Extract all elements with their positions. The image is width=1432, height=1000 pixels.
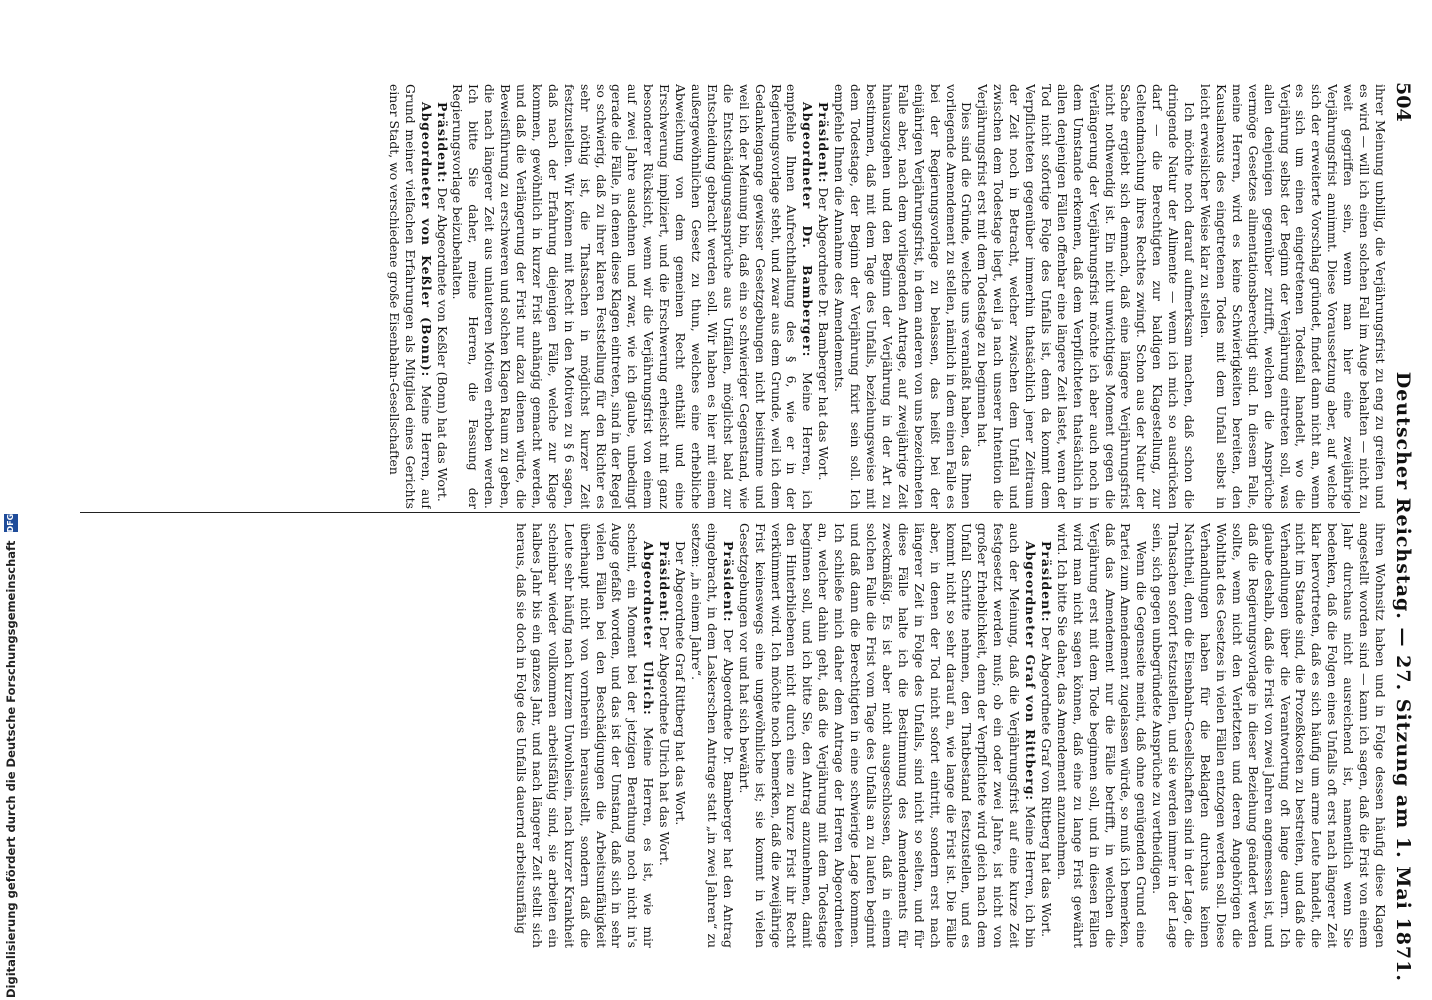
speaker-label: Abgeordneter Ulrich: xyxy=(641,541,657,716)
speaker-label: Präsident: xyxy=(720,541,736,623)
speaker-label: Präsident: xyxy=(816,102,832,184)
speaker-label: Präsident: xyxy=(1038,541,1054,623)
paragraph: Präsident: Der Abgeordnete Dr. Bamberger hat das Wort. xyxy=(816,102,832,481)
page-header xyxy=(1388,82,1418,982)
paragraph: Ich möchte noch darauf aufmerksam machen, daß schon die dringende Natur der Alimente — wenn ich mich so ausdrücken darf — die Berechtigten zur baldigen Klagestellung, zur Geltendmachung ihres Rechtes zwingt. Schon aus der Natur der Sache ergiebt sich demnach, daß eine längere Verjährungsfrist nicht nothwendig ist. Ein nicht unwichtiges Moment gegen die Verlängerung der Verjährungsfrist möchte ich aber auch noch in dem Umstande erkennen, daß dem Verpflichteten thatsächlich in allen denjenigen Fällen offenbar eine längere Zeit lastet, wenn der Tod nicht sofortige Folge des Unfalls ist, denn da kommt dem Verpflichteten gegenüber immerhin thatsächlich jener Zeitraum der Zeit noch in Betracht, welcher zwischen dem Unfall und zwischen dem Todestage liegt, weil ja nach unserer Intention die Verjährungsfrist erst mit dem Todestage zu beginnen hat. xyxy=(975,84,1198,509)
paragraph: Präsident: Der Abgeordnete Dr. Bamberger hat den Antrag eingebracht, in dem Laskerschen Antrage statt „in zwei Jahren“ zu setzen: „in einem Jahre“. xyxy=(689,523,736,948)
speaker-label: Abgeordneter von Keßler (Bonn): xyxy=(418,102,434,378)
speaker-label: Präsident: xyxy=(657,541,673,623)
paragraph: Abgeordneter Graf von Rittberg: Meine Herren, ich bin auch der Meinung, daß die Verjährungsfrist auf eine kurze Zeit festgesetzt werden muß; ob ein oder zwei Jahre, ist nicht von großer Erheblichkeit, denn der Verpflichtete wird gleich nach dem Unfall Schritte nehmen, den Thatbestand festzustellen, und es kommt nicht so sehr darauf an, wie lange die Frist ist. Die Fälle aber, in denen der Tod nicht sofort eintritt, sondern erst nach längerer Zeit in Folge des Unfalls, sind nicht so selten, und für diese Fälle halte ich die Bestimmung des Amendements für zweckmäßig. Es ist aber nicht ausgeschlossen, daß in einem solchen Falle die Frist vom Tage des Unfalls an zu laufen beginnt und daß dann die Berechtigten in eine schwierige Lage kommen. Ich schließe mich daher dem Antrage der Herren Abgeordneten an, welcher dahin geht, daß die Verjährung mit dem Todestage beginnen soll, und ich bitte Sie, den Antrag anzunehmen, damit den Hinterbliebenen nicht durch eine zu kurze Frist ihr Recht verkümmert wird. Ich möchte noch bemerken, daß die zweijährige Frist keineswegs eine ungewöhnliche ist; sie kommt in vielen Gesetzgebungen vor und hat sich bewährt. xyxy=(736,523,1039,948)
text-column-left xyxy=(152,84,1388,509)
paragraph: Präsident: Der Abgeordnete Graf von Rittberg hat das Wort. xyxy=(1038,541,1054,938)
page-title: Deutscher Reichstag. — 27. Sitzung am 1. Mai 1871. xyxy=(1392,371,1414,982)
paragraph: ihrer Meinung unbillig, die Verjährungsfrist zu eng zu greifen und es wird — will ich einen solchen Fall im Auge behalten — nicht zu weit gegriffen sein, wenn man hier eine zweijährige Verjährungsfrist annimmt. Diese Voraussetzung aber, auf welche sich der erweiterte Vorschlag gründet, findet dann nicht an, wenn es sich um einen eingetretenen Todesfall handelt, wo die Verjährung selbst der Beginn der Verjährung eintreten soll, was allen denjenigen gegenüber zutrifft, welchen die Ansprüche vermöge Gesetzes alimentationsberechtigt sind. In diesem Falle, meine Herren, wird es keine Schwierigkeiten bereiten, den Kausalnexus des eingetretenen Todes mit dem Unfall selbst in leicht erweislicher Weise klar zu stellen. xyxy=(1198,84,1388,509)
paragraph: Abgeordneter von Keßler (Bonn): Meine Herren, auf Grund meiner vielfachen Erfahrungen als Mitglied eines Gerichts einer Stadt, wo verschiedene große Eisenbahn-Gesellschaften xyxy=(386,84,434,509)
page-number: 504 xyxy=(1392,82,1414,122)
paragraph: Präsident: Der Abgeordnete von Keßler (Bonn) hat das Wort. xyxy=(434,102,450,502)
speaker-label: Abgeordneter Graf von Rittberg: xyxy=(1023,541,1039,801)
paragraph: Dies sind die Gründe, welche uns veranlaßt haben, das Ihnen vorliegende Amendement zu stellen, nämlich in dem einen Falle es bei der Regierungsvorlage zu belassen, das heißt bei der einjährigen Verjährungsfrist, in dem anderen von uns bezeichneten Falle aber, nach dem vorliegenden Antrage, auf zweijährige Zeit hinauszugehen und den Beginn der Verjährung in der Art zu bestimmen, daß mit dem Tage des Unfalls, beziehungsweise mit dem Todestage, der Beginn der Verjährung fixirt sein soll. Ich empfehle Ihnen die Annahme des Amendements. xyxy=(832,84,975,509)
paragraph: ihren Wohnsitz haben und in Folge dessen häufig diese Klagen angestellt worden sind — kann ich sagen, daß die Frist von einem Jahr durchaus nicht ausreichend ist, namentlich wenn Sie bedenken, daß die Folgen eines Unfalls oft erst nach längerer Zeit klar hervortreten, daß es sich häufig um arme Leute handelt, die nicht im Stande sind, die Prozeßkosten zu bestreiten, und daß die Verhandlungen über die Verantwortung oft lange dauern. Ich glaube deshalb, daß die Frist von zwei Jahren angemessen ist, und daß die Regierungsvorlage in dieser Beziehung geändert werden sollte, wenn nicht den Verletzten und deren Angehörigen die Wohlthat des Gesetzes in vielen Fällen entzogen werden soll. Diese Verhandlungen haben für die Beklagten durchaus keinen Nachtheil, denn die Eisenbahn-Gesellschaften sind in der Lage, die Thatsachen sofort festzustellen, und sie werden immer in der Lage sein, sich gegen unbegründete Ansprüche zu vertheidigen. xyxy=(1150,523,1388,948)
paragraph: Präsident: Der Abgeordnete Ulrich hat das Wort. xyxy=(657,541,673,866)
paragraph: Wenn die Gegenseite meint, daß ohne genügenden Grund eine Partei zum Amendement zugelassen würde, so muß ich bemerken, daß das Amendement nur die Fälle betrifft, in welchen die Verjährung erst mit dem Tode beginnen soll, und in diesen Fällen wird man nicht sagen können, daß eine zu lange Frist gewährt wird. Ich bitte Sie daher, das Amendement anzunehmen. xyxy=(1054,523,1150,948)
footer-credit: Digitalisierung gefördert durch die Deutsche Forschungsgemeinschaft xyxy=(4,540,18,998)
speaker-label: Abgeordneter Dr. Bamberger: xyxy=(800,102,816,358)
paragraph: Der Abgeordnete Graf Rittberg hat das Wort. xyxy=(673,541,689,826)
paragraph: Abgeordneter Dr. Bamberger: Meine Herren, ich empfehle Ihnen Aufrechthaltung des § 6, wie er in der Regierungsvorlage steht, und zwar aus dem Grunde, weil ich dem Gedankengange gewisser Gesetzgebungen nicht beistimme und weil ich der Meinung bin, daß ein so schwieriger Gegenstand, wie die Entschädigungsansprüche aus Unfällen, möglichst bald zur Entscheidung gebracht werden soll. Wir haben es hier mit einem außergewöhnlichen Gesetz zu thun, welches eine erhebliche Abweichung von dem gemeinen Recht enthält und eine Erschwerung impliziert, und die Erschwerung erheischt mit ganz besonderer Rücksicht, wenn wir die Verjährungsfrist von einem auf zwei Jahre ausdehnen und zwar, wie ich glaube, unbedingt gerade die Fälle, in denen diese Klagen eintreten, sind in der Regel so schwierig, daß zu ihrer klaren Feststellung für den Richter es sehr nöthig ist, die Thatsachen in möglichst kurzer Zeit festzustellen. Wir können mit Recht in den Motiven zu § 6 sagen, daß nach der Erfahrung diejenigen Fälle, welche zur Klage kommen, gewöhnlich in kurzer Frist anhängig gemacht werden, und daß die Verlängerung der Frist nur dazu dienen würde, die Beweisführung zu erschweren und solchen Klagen Raum zu geben, die nach längerer Zeit aus unlauteren Motiven erhoben werden. Ich bitte Sie daher, meine Herren, die Fassung der Regierungsvorlage beizubehalten. xyxy=(450,84,816,509)
text-column-right xyxy=(152,523,1388,948)
speaker-label: Präsident: xyxy=(434,102,450,184)
dfg-logo: DFG xyxy=(4,514,18,532)
paragraph: Abgeordneter Ulrich: Meine Herren, es ist, wie mir scheint, ein Moment bei der jetzigen Berathung noch nicht in's Auge gefaßt worden, und das ist der Umstand, daß sich in sehr vielen Fällen bei den Beschädigungen die Arbeitsunfähigkeit überhaupt nicht von vornherein herausstellt, sondern daß die Leute sehr häufig nach kurzem Unwohlsein, nach kurzer Krankheit scheinbar wieder vollkommen arbeitsfähig sind, sie arbeiten ein halbes Jahr bis ein ganzes Jahr, und nach längerer Zeit stellt sich heraus, daß sie doch in Folge des Unfalls dauernd arbeitsunfähig xyxy=(514,523,657,948)
column-divider xyxy=(80,512,1360,513)
